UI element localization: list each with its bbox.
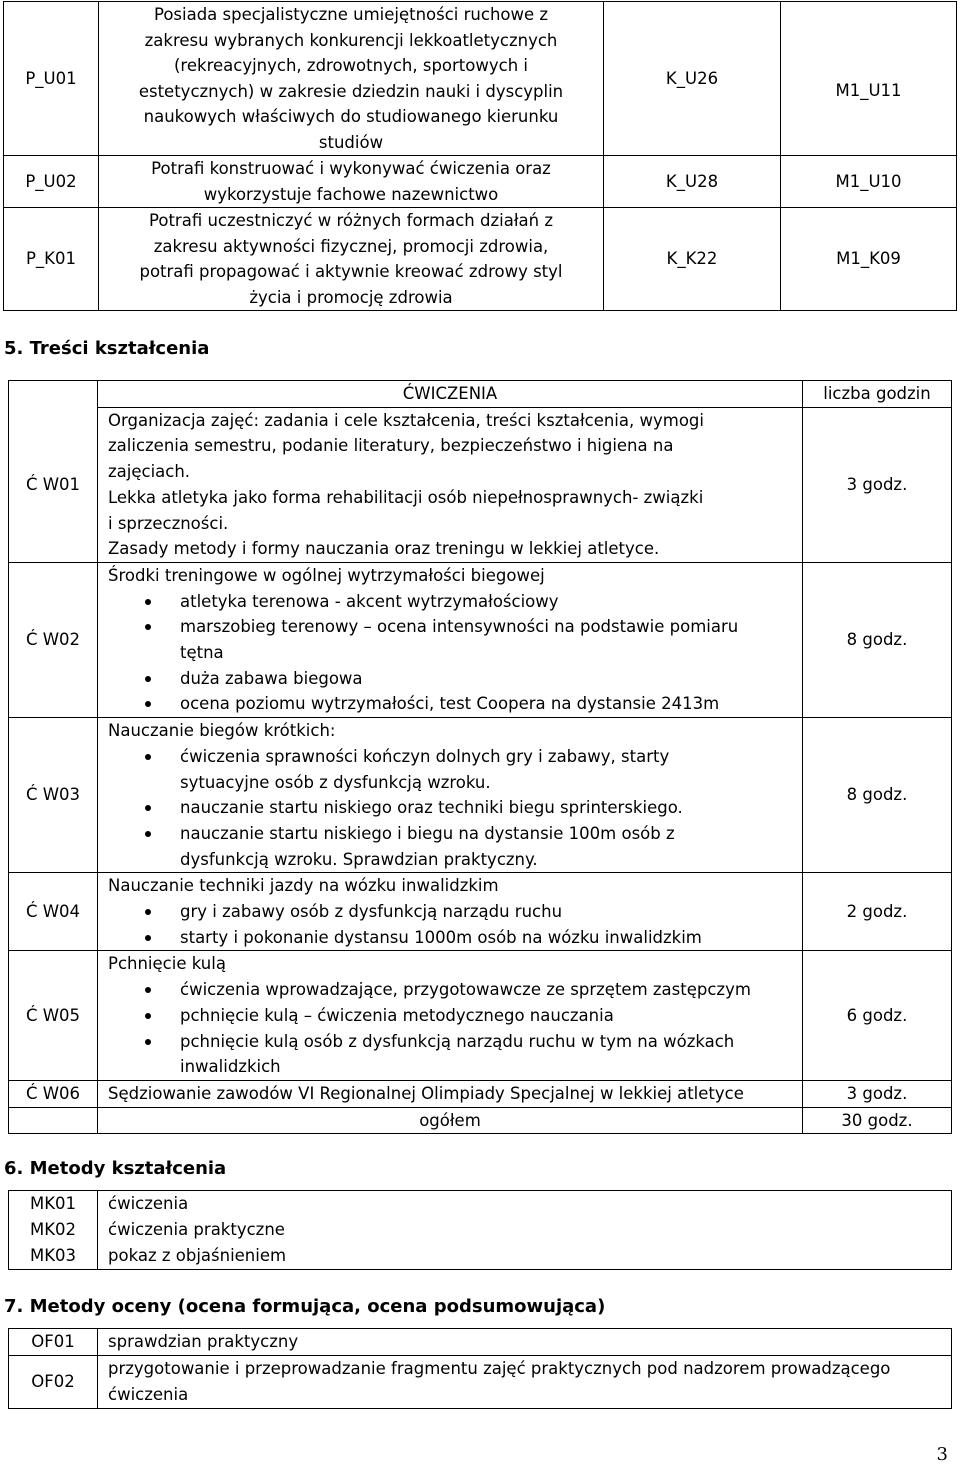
content-code: Ć W01 xyxy=(9,407,98,562)
content-hours: 8 godz. xyxy=(803,562,952,717)
assessment-label: sprawdzian praktyczny xyxy=(98,1329,952,1356)
outcome-description: Potrafi konstruować i wykonywać ćwiczenia oraz wykorzystuje fachowe nazewnictwo xyxy=(99,156,604,208)
outcome-description: Potrafi uczestniczyć w różnych formach działań z zakresu aktywności fizycznej, promocji zdrowia, potrafi propagować i aktywnie kreować zdrowy styl życia i promocję zdrowia xyxy=(99,208,604,311)
content-description: Środki treningowe w ogólnej wytrzymałości biegowej atletyka terenowa - akcent wytrzymałościowy marszobieg terenowy – ocena intensywności na podstawie pomiaru tętna duża zabawa biegowa ocena poziomu wytrzymałości, test Coopera na dystansie 2413m xyxy=(98,562,803,717)
list-item: atletyka terenowa - akcent wytrzymałościowy xyxy=(108,589,802,615)
list-item: duża zabawa biegowa xyxy=(108,666,802,692)
outcome-code: P_U01 xyxy=(4,2,99,156)
section-6-title: 6. Metody kształcenia xyxy=(4,1158,227,1179)
content-row xyxy=(9,951,952,1081)
outcome-row xyxy=(4,2,957,156)
content-description: Pchnięcie kulą ćwiczenia wprowadzające, przygotowawcze ze sprzętem zastępczym pchnięcie kulą – ćwiczenia metodycznego nauczania pchnięcie kulą osób z dysfunkcją narządu ruchu w tym na wózkach inwalidzkich xyxy=(98,951,803,1081)
method-row xyxy=(9,1191,952,1218)
content-description: Organizacja zajęć: zadania i cele kształcenia, treści kształcenia, wymogi zaliczenia semestru, podanie literatury, bezpieczeństwo i higiena na zajęciach. Lekka atletyka jako forma rehabilitacji osób niepełnosprawnych- związki i sprzeczności. Zasady metody i formy nauczania oraz treningu w lekkiej atletyce. xyxy=(98,407,803,562)
content-code: Ć W03 xyxy=(9,718,98,873)
content-hours: 3 godz. xyxy=(803,407,952,562)
assessment-row xyxy=(9,1329,952,1356)
learning-outcomes-table xyxy=(3,1,957,311)
total-label: ogółem xyxy=(98,1107,803,1134)
page-number: 3 xyxy=(936,1444,948,1465)
outcome-description: Posiada specjalistyczne umiejętności ruchowe z zakresu wybranych konkurencji lekkoatletycznych (rekreacyjnych, zdrowotnych, sportowych i estetycznych) w zakresie dziedzin nauki i dyscyplin naukowych właściwych do studiowanego kierunku studiów xyxy=(99,2,604,156)
content-hours: 6 godz. xyxy=(803,951,952,1081)
list-item: starty i pokonanie dystansu 1000m osób na wózku inwalidzkim xyxy=(108,925,802,951)
method-row xyxy=(9,1243,952,1270)
content-description: Nauczanie techniki jazdy na wózku inwalidzkim gry i zabawy osób z dysfunkcją narządu ruchu starty i pokonanie dystansu 1000m osób na wózku inwalidzkim xyxy=(98,873,803,951)
content-row xyxy=(9,407,952,562)
content-description: Sędziowanie zawodów VI Regionalnej Olimpiady Specjalnej w lekkiej atletyce xyxy=(98,1080,803,1107)
outcome-row xyxy=(4,208,957,311)
empty-cell xyxy=(9,1107,98,1134)
list-item: pchnięcie kulą osób z dysfunkcją narządu ruchu w tym na wózkach inwalidzkich xyxy=(108,1029,802,1080)
bullet-list xyxy=(108,744,802,873)
empty-code-cell xyxy=(9,381,98,408)
section-5-title: 5. Treści kształcenia xyxy=(4,338,210,359)
content-row xyxy=(9,873,952,951)
assessment-code: OF01 xyxy=(9,1329,98,1356)
list-item: marszobieg terenowy – ocena intensywności na podstawie pomiaru tętna xyxy=(108,614,802,665)
outcome-direction-ref: K_U26 xyxy=(604,2,781,156)
assessment-row xyxy=(9,1356,952,1409)
teaching-methods-table xyxy=(8,1190,952,1270)
outcome-direction-ref: K_U28 xyxy=(604,156,781,208)
bullet-list xyxy=(108,977,802,1080)
bullet-list xyxy=(108,589,802,718)
list-item: gry i zabawy osób z dysfunkcją narządu ruchu xyxy=(108,899,802,925)
content-code: Ć W06 xyxy=(9,1080,98,1107)
list-item: nauczanie startu niskiego oraz techniki biegu sprinterskiego. xyxy=(108,795,802,821)
list-item: ćwiczenia sprawności kończyn dolnych gry i zabawy, starty sytuacyjne osób z dysfunkcją wzroku. xyxy=(108,744,802,795)
outcome-module-ref: M1_U10 xyxy=(781,156,957,208)
method-code: MK03 xyxy=(9,1243,98,1270)
hours-header: liczba godzin xyxy=(803,381,952,408)
outcome-module-ref: M1_U11 xyxy=(781,2,957,156)
content-row xyxy=(9,1080,952,1107)
list-item: ćwiczenia wprowadzające, przygotowawcze ze sprzętem zastępczym xyxy=(108,977,802,1003)
outcome-row xyxy=(4,156,957,208)
assessment-methods-table xyxy=(8,1328,952,1409)
content-code: Ć W05 xyxy=(9,951,98,1081)
list-item: nauczanie startu niskiego i biegu na dystansie 100m osób z dysfunkcją wzroku. Sprawdzian praktyczny. xyxy=(108,821,802,872)
method-code: MK01 xyxy=(9,1191,98,1218)
content-row xyxy=(9,718,952,873)
content-code: Ć W02 xyxy=(9,562,98,717)
total-row xyxy=(9,1107,952,1134)
content-hours: 2 godz. xyxy=(803,873,952,951)
list-item: pchnięcie kulą – ćwiczenia metodycznego nauczania xyxy=(108,1003,802,1029)
method-row xyxy=(9,1217,952,1243)
list-item: ocena poziomu wytrzymałości, test Coopera na dystansie 2413m xyxy=(108,691,802,717)
outcome-code: P_U02 xyxy=(4,156,99,208)
method-code: MK02 xyxy=(9,1217,98,1243)
course-content-table xyxy=(8,380,952,1134)
bullet-list xyxy=(108,899,802,950)
method-label: ćwiczenia praktyczne xyxy=(98,1217,952,1243)
assessment-code: OF02 xyxy=(9,1356,98,1409)
total-hours: 30 godz. xyxy=(803,1107,952,1134)
section-7-title: 7. Metody oceny (ocena formująca, ocena podsumowująca) xyxy=(4,1296,606,1317)
content-code: Ć W04 xyxy=(9,873,98,951)
method-label: ćwiczenia xyxy=(98,1191,952,1218)
content-hours: 3 godz. xyxy=(803,1080,952,1107)
content-description: Nauczanie biegów krótkich: ćwiczenia sprawności kończyn dolnych gry i zabawy, starty sytuacyjne osób z dysfunkcją wzroku. nauczanie startu niskiego oraz techniki biegu sprinterskiego. nauczanie startu niskiego i biegu na dystansie 100m osób z dysfunkcją wzroku. Sprawdzian praktyczny. xyxy=(98,718,803,873)
exercises-header: ĆWICZENIA xyxy=(98,381,803,408)
content-header-row xyxy=(9,381,952,408)
assessment-label: przygotowanie i przeprowadzanie fragmentu zajęć praktycznych pod nadzorem prowadzącego ćwiczenia xyxy=(98,1356,952,1409)
outcome-direction-ref: K_K22 xyxy=(604,208,781,311)
outcome-code: P_K01 xyxy=(4,208,99,311)
content-hours: 8 godz. xyxy=(803,718,952,873)
outcome-module-ref: M1_K09 xyxy=(781,208,957,311)
method-label: pokaz z objaśnieniem xyxy=(98,1243,952,1270)
content-row xyxy=(9,562,952,717)
